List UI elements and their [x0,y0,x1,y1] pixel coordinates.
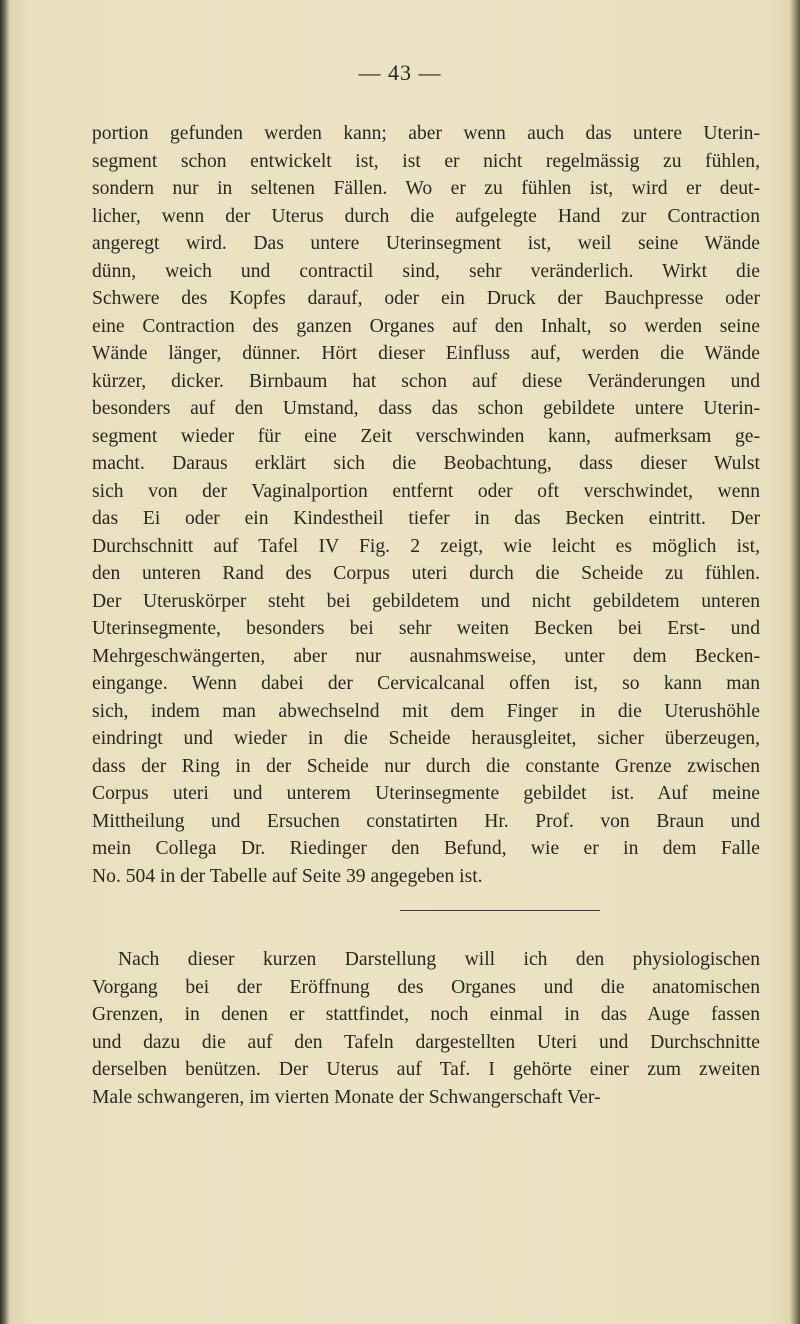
section-divider [400,910,600,911]
text-line: Nach dieser kurzen Darstellung will ich den physiologischen [118,949,760,970]
paragraph-1 [92,120,760,890]
text-line: kürzer, dicker. Birnbaum hat schon auf diese Veränderungen und [92,370,760,392]
page-edge-right [790,0,800,1324]
text-line: Vorgang bei der Eröffnung des Organes und die anatomischen [92,976,760,998]
text-line: licher, wenn der Uterus durch die aufgelegte Hand zur Contraction [92,205,760,227]
text-line: besonders auf den Umstand, dass das schon gebildete untere Uterin- [92,398,760,419]
text-line: sich, indem man abwechselnd mit dem Finger in die Uterushöhle [92,700,760,722]
text-line: Durchschnitt auf Tafel IV Fig. 2 zeigt, wie leicht es möglich ist, [92,535,760,557]
text-line: Mittheilung und Ersuchen constatirten Hr. Prof. von Braun und [92,810,760,832]
text-line: Schwere des Kopfes darauf, oder ein Druck der Bauchpresse oder [92,288,760,309]
paragraph-2 [92,946,760,1111]
page-number: — 43 — [358,60,442,85]
text-line: angeregt wird. Das untere Uterinsegment ist, weil seine Wände [92,233,760,254]
text-line: dünn, weich und contractil sind, sehr veränderlich. Wirkt die [92,260,760,282]
page-edge-left [0,0,9,1324]
text-line: sondern nur in seltenen Fällen. Wo er zu fühlen ist, wird er deut- [92,178,760,199]
text-line: Uterinsegmente, besonders bei sehr weiten Becken bei Erst- und [92,618,760,639]
text-line: und dazu die auf den Tafeln dargestellten Uteri und Durchschnitte [92,1031,760,1053]
text-line: derselben benützen. Der Uterus auf Taf. I gehörte einer zum zweiten [92,1059,760,1080]
text-line: No. 504 in der Tabelle auf Seite 39 angegeben ist. [92,865,483,887]
text-line: eindringt und wieder in die Scheide herausgleitet, sicher überzeugen, [92,728,760,749]
text-line: Corpus uteri und unterem Uterinsegmente gebildet ist. Auf meine [92,783,760,804]
text-line: macht. Daraus erklärt sich die Beobachtung, dass dieser Wulst [92,453,760,474]
text-line: dass der Ring in der Scheide nur durch die constante Grenze zwischen [92,755,760,777]
text-line: Mehrgeschwängerten, aber nur ausnahmsweise, unter dem Becken- [92,645,760,667]
text-line: segment wieder für eine Zeit verschwinden kann, aufmerksam ge- [92,425,760,447]
text-line: Grenzen, in denen er stattfindet, noch einmal in das Auge fassen [92,1004,760,1025]
text-line: segment schon entwickelt ist, ist er nicht regelmässig zu fühlen, [92,150,760,172]
text-line: Der Uteruskörper steht bei gebildetem und nicht gebildetem unteren [92,590,760,612]
text-line: eine Contraction des ganzen Organes auf den Inhalt, so werden seine [92,315,760,337]
text-line: sich von der Vaginalportion entfernt oder oft verschwindet, wenn [92,480,760,502]
text-line: mein Collega Dr. Riedinger den Befund, wie er in dem Falle [92,838,760,859]
text-line: eingange. Wenn dabei der Cervicalcanal offen ist, so kann man [92,673,760,694]
text-line: den unteren Rand des Corpus uteri durch die Scheide zu fühlen. [92,563,760,584]
text-line: das Ei oder ein Kindestheil tiefer in das Becken eintritt. Der [92,508,760,529]
text-line: Wände länger, dünner. Hört dieser Einfluss auf, werden die Wände [92,343,760,364]
text-line: portion gefunden werden kann; aber wenn auch das untere Uterin- [92,123,760,144]
text-line: Male schwangeren, im vierten Monate der Schwangerschaft Ver- [92,1086,601,1108]
